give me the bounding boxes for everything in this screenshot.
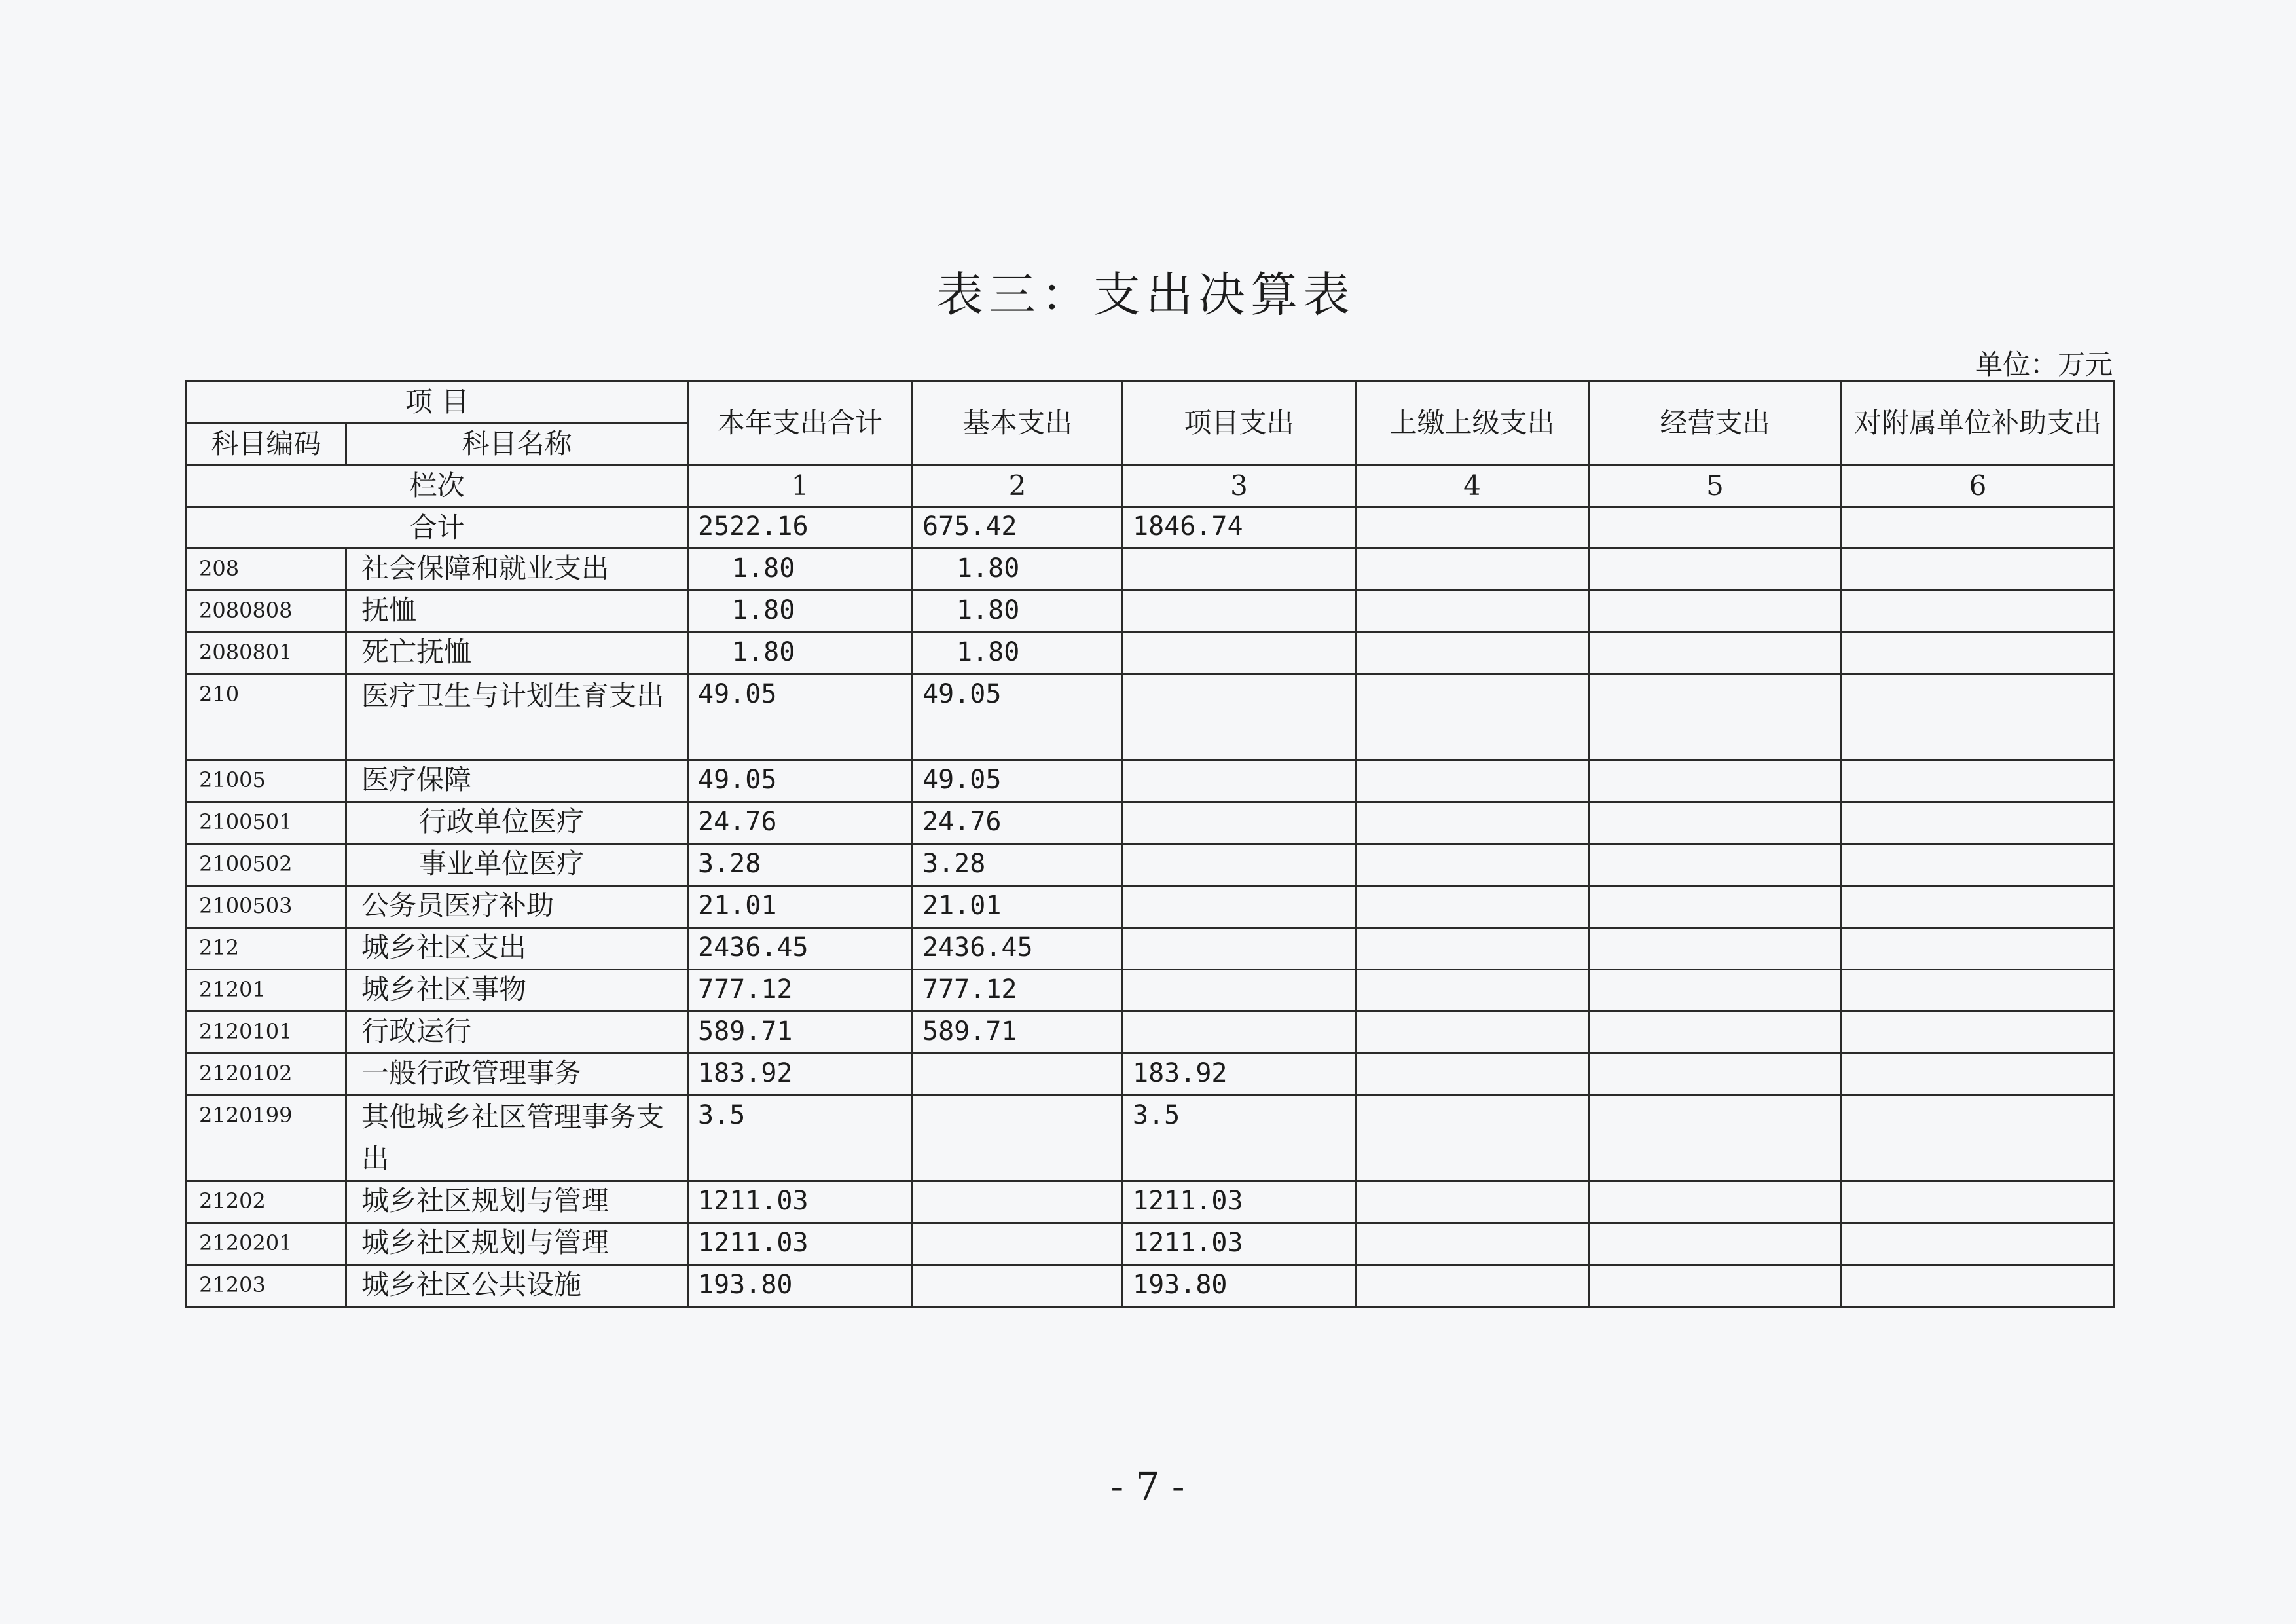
row-operating bbox=[1589, 1265, 1842, 1307]
row-subsidy bbox=[1842, 844, 2115, 886]
row-operating bbox=[1589, 1181, 1842, 1223]
row-name: 其他城乡社区管理事务支出 bbox=[346, 1096, 688, 1181]
row-name: 行政单位医疗 bbox=[346, 802, 688, 844]
row-code: 2100503 bbox=[187, 886, 346, 928]
row-operating bbox=[1589, 886, 1842, 928]
row-code: 21202 bbox=[187, 1181, 346, 1223]
row-remit bbox=[1356, 1223, 1589, 1265]
row-operating bbox=[1589, 633, 1842, 674]
row-operating bbox=[1589, 674, 1842, 760]
table-row bbox=[187, 886, 2115, 928]
table-row bbox=[187, 1096, 2115, 1181]
row-code: 208 bbox=[187, 549, 346, 591]
row-name: 社会保障和就业支出 bbox=[346, 549, 688, 591]
row-basic: 49.05 bbox=[913, 760, 1123, 802]
row-basic bbox=[913, 1181, 1123, 1223]
row-remit bbox=[1356, 928, 1589, 970]
header-col-remit: 上缴上级支出 bbox=[1356, 381, 1589, 465]
row-project: 1211.03 bbox=[1123, 1181, 1356, 1223]
row-basic: 21.01 bbox=[913, 886, 1123, 928]
col-number: 4 bbox=[1356, 465, 1589, 507]
row-operating bbox=[1589, 549, 1842, 591]
row-total: 24.76 bbox=[688, 802, 913, 844]
row-total: 777.12 bbox=[688, 970, 913, 1012]
row-code: 2080801 bbox=[187, 633, 346, 674]
row-project bbox=[1123, 802, 1356, 844]
table-row bbox=[187, 1012, 2115, 1054]
row-total: 49.05 bbox=[688, 760, 913, 802]
row-project bbox=[1123, 886, 1356, 928]
page-number: - 7 - bbox=[1110, 1464, 1185, 1509]
table-row bbox=[187, 1265, 2115, 1307]
row-remit bbox=[1356, 1054, 1589, 1096]
row-basic bbox=[913, 1054, 1123, 1096]
row-name: 城乡社区规划与管理 bbox=[346, 1181, 688, 1223]
row-subsidy bbox=[1842, 1265, 2115, 1307]
total-row bbox=[187, 507, 2115, 549]
col-number: 5 bbox=[1589, 465, 1842, 507]
row-subsidy bbox=[1842, 970, 2115, 1012]
col-number: 2 bbox=[913, 465, 1123, 507]
table-row bbox=[187, 1054, 2115, 1096]
row-basic: 3.28 bbox=[913, 844, 1123, 886]
table-row bbox=[187, 674, 2115, 760]
row-code: 2100502 bbox=[187, 844, 346, 886]
row-code: 21201 bbox=[187, 970, 346, 1012]
row-basic bbox=[913, 1096, 1123, 1181]
header-name: 科目名称 bbox=[346, 423, 688, 465]
row-name: 一般行政管理事务 bbox=[346, 1054, 688, 1096]
row-subsidy bbox=[1842, 1223, 2115, 1265]
row-operating bbox=[1589, 1012, 1842, 1054]
table-row bbox=[187, 928, 2115, 970]
row-name: 死亡抚恤 bbox=[346, 633, 688, 674]
row-total: 1211.03 bbox=[688, 1223, 913, 1265]
header-col-operating: 经营支出 bbox=[1589, 381, 1842, 465]
row-basic: 1.80 bbox=[913, 549, 1123, 591]
row-project bbox=[1123, 633, 1356, 674]
row-name: 事业单位医疗 bbox=[346, 844, 688, 886]
row-operating bbox=[1589, 760, 1842, 802]
row-name: 公务员医疗补助 bbox=[346, 886, 688, 928]
total-project: 1846.74 bbox=[1123, 507, 1356, 549]
total-label: 合计 bbox=[187, 507, 688, 549]
col-number: 1 bbox=[688, 465, 913, 507]
row-remit bbox=[1356, 802, 1589, 844]
row-basic: 589.71 bbox=[913, 1012, 1123, 1054]
row-subsidy bbox=[1842, 802, 2115, 844]
row-subsidy bbox=[1842, 760, 2115, 802]
row-total: 1.80 bbox=[688, 591, 913, 633]
row-subsidy bbox=[1842, 549, 2115, 591]
header-project: 项 目 bbox=[187, 381, 688, 423]
row-operating bbox=[1589, 844, 1842, 886]
row-code: 2080808 bbox=[187, 591, 346, 633]
header-col-total: 本年支出合计 bbox=[688, 381, 913, 465]
total-basic: 675.42 bbox=[913, 507, 1123, 549]
row-code: 21203 bbox=[187, 1265, 346, 1307]
row-remit bbox=[1356, 674, 1589, 760]
row-total: 183.92 bbox=[688, 1054, 913, 1096]
row-subsidy bbox=[1842, 1181, 2115, 1223]
table-body bbox=[187, 549, 2115, 1307]
row-operating bbox=[1589, 1054, 1842, 1096]
total-operating bbox=[1589, 507, 1842, 549]
table-row bbox=[187, 760, 2115, 802]
row-project bbox=[1123, 970, 1356, 1012]
row-basic: 777.12 bbox=[913, 970, 1123, 1012]
row-basic: 49.05 bbox=[913, 674, 1123, 760]
row-code: 2120201 bbox=[187, 1223, 346, 1265]
row-remit bbox=[1356, 970, 1589, 1012]
col-number: 3 bbox=[1123, 465, 1356, 507]
row-total: 3.28 bbox=[688, 844, 913, 886]
total-subsidy bbox=[1842, 507, 2115, 549]
row-remit bbox=[1356, 1012, 1589, 1054]
row-code: 210 bbox=[187, 674, 346, 760]
row-operating bbox=[1589, 802, 1842, 844]
row-total: 1.80 bbox=[688, 549, 913, 591]
row-remit bbox=[1356, 844, 1589, 886]
table-row bbox=[187, 802, 2115, 844]
row-name: 城乡社区支出 bbox=[346, 928, 688, 970]
row-project bbox=[1123, 928, 1356, 970]
row-subsidy bbox=[1842, 1096, 2115, 1181]
row-basic bbox=[913, 1265, 1123, 1307]
row-remit bbox=[1356, 886, 1589, 928]
row-operating bbox=[1589, 1096, 1842, 1181]
table-row bbox=[187, 1223, 2115, 1265]
row-name: 城乡社区规划与管理 bbox=[346, 1223, 688, 1265]
row-remit bbox=[1356, 1096, 1589, 1181]
row-total: 1.80 bbox=[688, 633, 913, 674]
row-name: 行政运行 bbox=[346, 1012, 688, 1054]
row-project bbox=[1123, 760, 1356, 802]
row-project bbox=[1123, 591, 1356, 633]
row-project bbox=[1123, 549, 1356, 591]
total-sum: 2522.16 bbox=[688, 507, 913, 549]
expenditure-table bbox=[185, 380, 2115, 1308]
row-name: 医疗卫生与计划生育支出 bbox=[346, 674, 688, 760]
page-title: 表三：支出决算表 bbox=[936, 267, 1355, 322]
row-remit bbox=[1356, 591, 1589, 633]
row-basic bbox=[913, 1223, 1123, 1265]
row-project bbox=[1123, 674, 1356, 760]
table-row bbox=[187, 1181, 2115, 1223]
row-total: 3.5 bbox=[688, 1096, 913, 1181]
column-number-row bbox=[187, 465, 2115, 507]
row-code: 2100501 bbox=[187, 802, 346, 844]
row-project: 3.5 bbox=[1123, 1096, 1356, 1181]
row-total: 1211.03 bbox=[688, 1181, 913, 1223]
table-row bbox=[187, 549, 2115, 591]
row-total: 49.05 bbox=[688, 674, 913, 760]
row-subsidy bbox=[1842, 674, 2115, 760]
row-subsidy bbox=[1842, 1054, 2115, 1096]
row-total: 589.71 bbox=[688, 1012, 913, 1054]
table-row bbox=[187, 633, 2115, 674]
row-basic: 1.80 bbox=[913, 633, 1123, 674]
row-name: 抚恤 bbox=[346, 591, 688, 633]
row-operating bbox=[1589, 591, 1842, 633]
row-code: 21005 bbox=[187, 760, 346, 802]
row-project bbox=[1123, 1012, 1356, 1054]
row-remit bbox=[1356, 549, 1589, 591]
row-code: 2120101 bbox=[187, 1012, 346, 1054]
row-code: 212 bbox=[187, 928, 346, 970]
row-subsidy bbox=[1842, 591, 2115, 633]
row-name: 城乡社区事物 bbox=[346, 970, 688, 1012]
row-remit bbox=[1356, 1181, 1589, 1223]
row-basic: 1.80 bbox=[913, 591, 1123, 633]
total-remit bbox=[1356, 507, 1589, 549]
row-remit bbox=[1356, 1265, 1589, 1307]
row-project: 1211.03 bbox=[1123, 1223, 1356, 1265]
row-operating bbox=[1589, 970, 1842, 1012]
header-col-basic: 基本支出 bbox=[913, 381, 1123, 465]
row-total: 193.80 bbox=[688, 1265, 913, 1307]
row-operating bbox=[1589, 928, 1842, 970]
row-name: 医疗保障 bbox=[346, 760, 688, 802]
row-subsidy bbox=[1842, 633, 2115, 674]
header-row-1 bbox=[187, 381, 2115, 423]
row-remit bbox=[1356, 760, 1589, 802]
row-total: 21.01 bbox=[688, 886, 913, 928]
header-col-project: 项目支出 bbox=[1123, 381, 1356, 465]
header-col-subsidy: 对附属单位补助支出 bbox=[1842, 381, 2115, 465]
table-row bbox=[187, 591, 2115, 633]
table-row bbox=[187, 970, 2115, 1012]
row-total: 2436.45 bbox=[688, 928, 913, 970]
col-number: 6 bbox=[1842, 465, 2115, 507]
row-remit bbox=[1356, 633, 1589, 674]
row-subsidy bbox=[1842, 1012, 2115, 1054]
table-row bbox=[187, 844, 2115, 886]
header-code: 科目编码 bbox=[187, 423, 346, 465]
lanci-label: 栏次 bbox=[187, 465, 688, 507]
row-operating bbox=[1589, 1223, 1842, 1265]
row-basic: 24.76 bbox=[913, 802, 1123, 844]
row-project: 193.80 bbox=[1123, 1265, 1356, 1307]
row-project: 183.92 bbox=[1123, 1054, 1356, 1096]
row-subsidy bbox=[1842, 886, 2115, 928]
row-code: 2120199 bbox=[187, 1096, 346, 1181]
row-project bbox=[1123, 844, 1356, 886]
row-subsidy bbox=[1842, 928, 2115, 970]
row-name: 城乡社区公共设施 bbox=[346, 1265, 688, 1307]
row-basic: 2436.45 bbox=[913, 928, 1123, 970]
unit-label: 单位：万元 bbox=[1975, 348, 2113, 380]
row-code: 2120102 bbox=[187, 1054, 346, 1096]
